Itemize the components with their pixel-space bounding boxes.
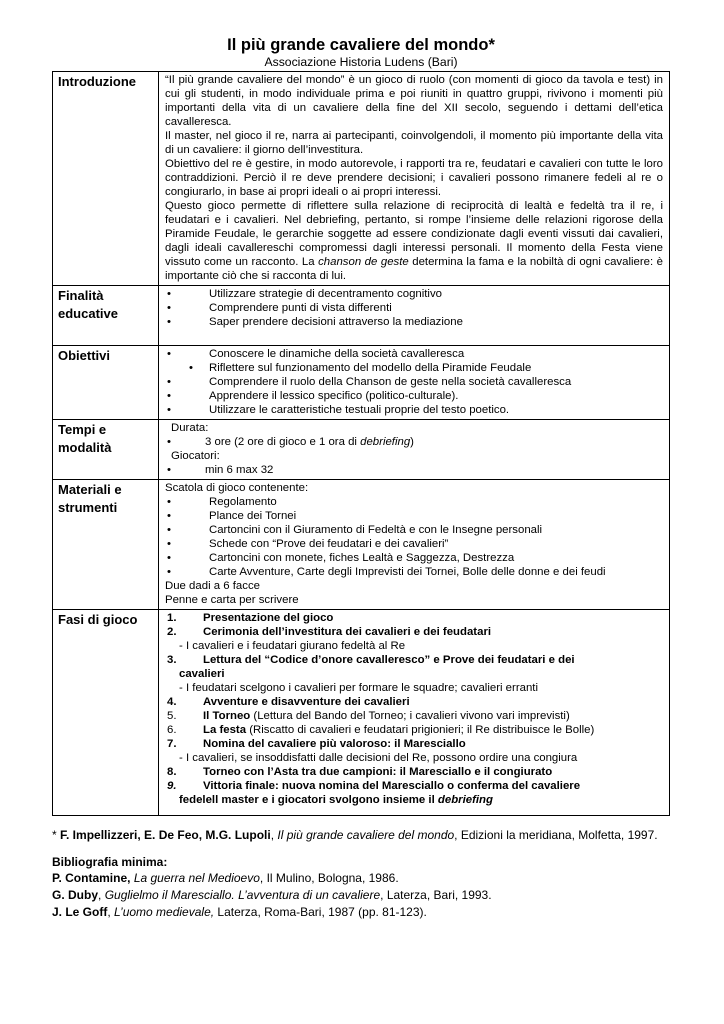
introduzione-body [159,72,670,286]
phase-item [165,779,663,793]
phase-number: 1. [167,612,177,624]
phase-number: 8. [167,766,177,778]
tempi-body [159,420,670,480]
phase-number: 7. [167,738,177,750]
footnote-authors: F. Impellizzeri, E. De Feo, M.G. Lupoli [60,828,271,842]
durata-list [165,435,663,449]
phase-item [165,737,663,751]
bibliography-book-title: L’uomo medievale, [114,905,215,919]
phase-title: Lettura del “Codice d’onore cavalleresco” e Prove dei feudatari e dei [203,654,575,666]
phase-number: 5. [167,710,177,722]
list-item: • Utilizzare le caratteristiche testuali proprie del testo poetico. [165,403,663,417]
footnote-mark: * [52,828,61,842]
bibliography-entry [52,904,670,921]
bibliography-book-title: La guerra nel Medioevo [133,871,260,885]
bibliography-separator: , [98,888,105,902]
durata-italic: debriefing [360,436,411,448]
finalita-heading: Finalità educative [53,286,159,346]
giocatori-label: Giocatori: [171,450,220,462]
list-item: • Cartoncini con monete, fiches Lealtà e Saggezza, Destrezza [165,551,663,565]
intro-text: Questo gioco permette di riflettere sulla relazione di reciprocità di lealtà e fedeltà tra il re, i feudatari e i cavalieri. Nel debriefing, pertanto, si rompe l’insieme delle relazioni rigorose della Piramide Feudale, le gerarchie soggette ad essere condizionate dagli eventi vissuti dai cavalieri, dagli ideali cavallereschi compromessi dagli interessi personali. Il momento della Festa viene vissuto come un racconto. La [165,200,663,268]
phase-title: Il Torneo [203,710,251,722]
phase-description: (Lettura del Bando del Torneo; i cavalieri vivono vari imprevisti) [250,710,570,722]
phase-title-continuation [165,793,663,807]
bibliography-title: Bibliografia minima: [52,855,168,869]
phase-italic-term: debriefing [437,794,493,806]
list-item: • Comprendere punti di vista differenti [165,301,663,315]
durata-label: Durata: [171,422,209,434]
phase-title: Nomina del cavaliere più valoroso: il Maresciallo [203,738,466,750]
bibliography-separator: , [107,905,115,919]
list-item: • Riflettere sul funzionamento del modello della Piramide Feudale [165,361,663,375]
phase-item [165,695,663,709]
intro-text: determina la fama e la nobiltà di ogni cavaliere: è importante ciò che si racconta di lui. [165,256,663,282]
durata-text: ) [410,436,414,448]
intro-italic-term: chanson de geste [318,256,409,268]
list-item: • min 6 max 32 [165,463,663,477]
giocatori-list [165,463,663,477]
list-item: • Plance dei Tornei [165,509,663,523]
phase-title: Cerimonia dell’investitura dei cavalieri e dei feudatari [203,626,492,638]
list-item: • Conoscere le dinamiche della società cavalleresca [165,347,663,361]
bibliography-author: G. Duby [52,888,99,902]
bibliography-entry [52,887,670,904]
intro-paragraph: “Il più grande cavaliere del mondo” è un gioco di ruolo (con momenti di gioco da tavola e test) in cui gli studenti, in modo individuale prima e poi riuniti in quattro gruppi, rivivono i momenti più importanti della vita di un cavaliere della fine del XII secolo, seguendo i dettami dell’etica cavalleresca. [165,74,663,128]
finalita-body [159,286,670,346]
bibliography-publisher: , Il Mulino, Bologna, 1986. [259,871,399,885]
list-item: • Regolamento [165,495,663,509]
materiali-intro: Scatola di gioco contenente: [165,482,309,494]
phase-number: 3. [167,654,177,666]
phase-title: Vittoria finale: nuova nomina del Maresciallo o conferma del cavaliere [203,780,581,792]
phase-note: - I cavalieri, se insoddisfatti dalle decisioni del Re, possono ordire una congiura [179,752,578,764]
phase-title: La festa [203,724,247,736]
list-item: • Cartoncini con il Giuramento di Fedeltà e con le Insegne personali [165,523,663,537]
obiettivi-body [159,346,670,420]
row-materiali [53,480,670,610]
row-obiettivi [53,346,670,420]
list-item: • Schede con “Prove dei feudatari e dei cavalieri” [165,537,663,551]
phase-item [165,765,663,779]
phase-item [165,653,663,667]
bibliography-book-title: Guglielmo il Maresciallo. L’avventura di un cavaliere [104,888,381,902]
phase-number: 2. [167,626,177,638]
introduzione-heading: Introduzione [53,72,159,286]
phase-number: 9. [167,780,177,792]
finalita-list [165,287,663,329]
fasi-list [165,695,663,751]
phase-number: 6. [167,724,177,736]
bibliography-entry [52,870,670,887]
footnote-book-title: Il più grande cavaliere del mondo [277,828,455,842]
row-tempi [53,420,670,480]
bibliography-publisher: Laterza, Roma-Bari, 1987 (pp. 81-123). [214,905,427,919]
materiali-heading: Materiali e strumenti [53,480,159,610]
intro-paragraph: Obiettivo del re è gestire, in modo autorevole, i rapporti tra re, feudatari e cavalieri con tutte le loro contraddizioni. Perciò il re deve prendere decisioni; i cavalieri possono rimanere fedeli al re o congiurarlo, in base ai propri ideali o ai propri interessi. [165,158,663,198]
game-sheet-table [52,71,670,816]
materiali-extra: Due dadi a 6 facce [165,580,260,592]
obiettivi-heading: Obiettivi [53,346,159,420]
materiali-list [165,495,663,579]
row-fasi [53,610,670,816]
list-item: • Carte Avventure, Carte degli Imprevisti dei Tornei, Bolle delle donne e dei feudi [165,565,663,579]
bibliography-author: J. Le Goff [52,905,108,919]
footnote [52,828,670,843]
list-item: • Apprendere il lessico specifico (politico-culturale). [165,389,663,403]
phase-title-continuation: cavalieri [179,668,225,680]
phase-description: (Riscatto di cavalieri e feudatari prigionieri; il Re distribuisce le Bolle) [246,724,595,736]
list-item [165,435,663,449]
materiali-extra: Penne e carta per scrivere [165,594,299,606]
document-title: Il più grande cavaliere del mondo* [227,36,495,54]
materiali-body [159,480,670,610]
bibliography-author: P. Contamine, [52,871,131,885]
durata-text: 3 ore (2 ore di gioco e 1 ora di [205,436,361,448]
obiettivi-list [165,347,663,417]
phase-item [165,723,663,737]
phase-title: Torneo con l’Asta tra due campioni: il Maresciallo e il congiurato [203,766,553,778]
phase-item [165,709,663,723]
phase-title: fedelell master e i giocatori svolgono insieme il [179,794,438,806]
document-page [52,36,670,921]
bibliography-list [52,870,670,921]
list-item: • Comprendere il ruolo della Chanson de geste nella società cavalleresca [165,375,663,389]
fasi-body [159,610,670,816]
phase-item [165,625,663,639]
phase-item [165,611,663,625]
list-item: • Saper prendere decisioni attraverso la mediazione [165,315,663,329]
phase-title: Presentazione del gioco [203,612,334,624]
fasi-list [165,611,663,639]
intro-paragraph: Il master, nel gioco il re, narra ai partecipanti, coinvolgendoli, il momento più importante della vita di un cavaliere: il giorno dell’investitura. [165,130,663,156]
footnote-separator: , [270,828,278,842]
phase-number: 4. [167,696,177,708]
phase-title: Avventure e disavventure dei cavalieri [203,696,410,708]
footnote-publisher: , Edizioni la meridiana, Molfetta, 1997. [454,828,658,842]
row-finalita [53,286,670,346]
fasi-list [165,653,663,667]
intro-paragraph [165,199,663,283]
bibliography-publisher: , Laterza, Bari, 1993. [380,888,492,902]
fasi-list [165,765,663,793]
fasi-heading: Fasi di gioco [53,610,159,816]
phase-note: - I feudatari scelgono i cavalieri per formare le squadre; cavalieri erranti [179,682,538,694]
phase-note: - I cavalieri e i feudatari giurano fedeltà al Re [179,640,406,652]
tempi-heading: Tempi e modalità [53,420,159,480]
document-subtitle: Associazione Historia Ludens (Bari) [264,55,458,69]
list-item: • Utilizzare strategie di decentramento cognitivo [165,287,663,301]
row-introduzione [53,72,670,286]
